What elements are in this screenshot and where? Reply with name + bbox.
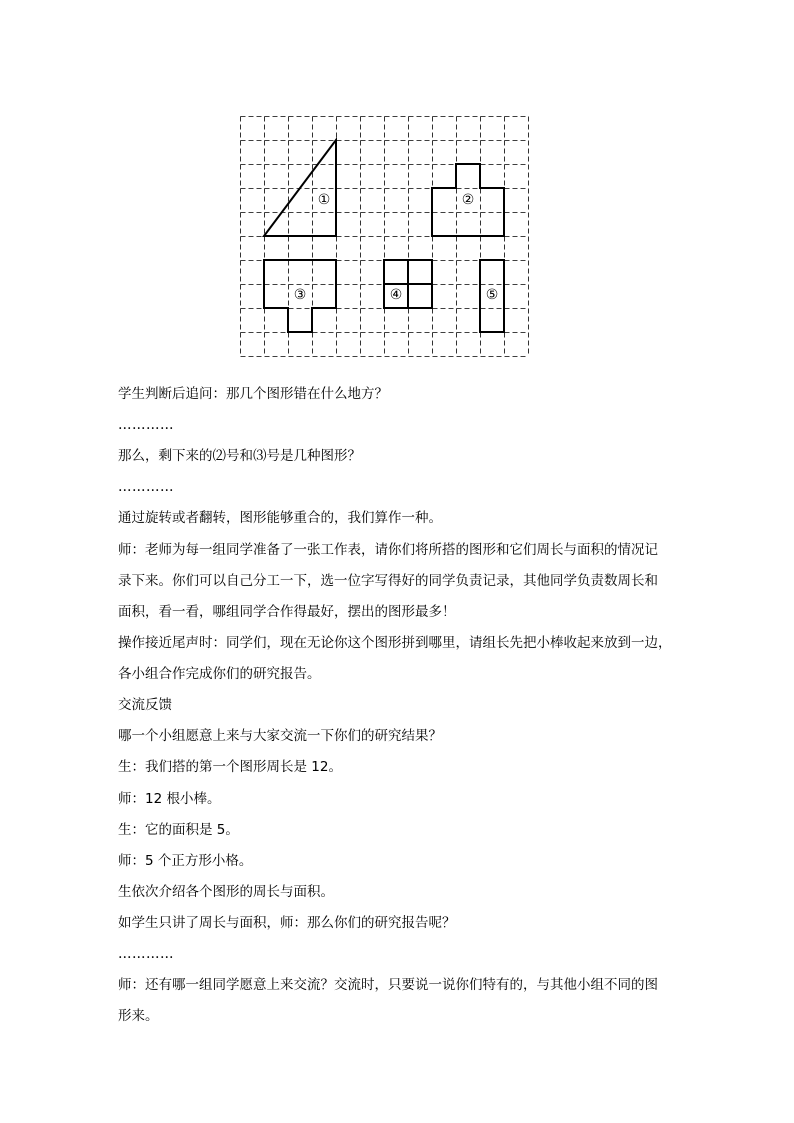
shape-3-label: ③ [293,287,307,303]
shape-1-triangle [264,140,336,236]
paragraph-2: 那么，剩下来的⑵号和⑶号是几种图形？ [118,448,361,464]
ellipsis-3: ………… [118,946,174,962]
paragraph-11: 生依次介绍各个图形的周长与面积。 [118,884,334,900]
paragraph-4-line-3: 面积，看一看，哪组同学合作得最好，摆出的图形最多！ [118,604,456,620]
paragraph-12: 如学生只讲了周长与面积，师：那么你们的研究报告呢？ [118,915,456,931]
paragraph-13-line-2: 形来。 [118,1008,159,1024]
paragraph-5-line-2: 各小组合作完成你们的研究报告。 [118,666,321,682]
section-heading: 交流反馈 [118,697,172,713]
grid-figure [240,116,530,361]
paragraph-3: 通过旋转或者翻转，图形能够重合的，我们算作一种。 [118,510,442,526]
shape-1-label: ① [317,192,331,208]
shape-4-label: ④ [389,287,403,303]
ellipsis-1: ………… [118,417,174,433]
paragraph-10: 师：5 个正方形小格。 [118,853,253,869]
paragraph-13-line-1: 师：还有哪一组同学愿意上来交流？交流时，只要说一说你们特有的，与其他小组不同的图 [118,977,658,993]
paragraph-8: 师：12 根小棒。 [118,791,221,807]
shape-5-label: ⑤ [485,287,499,303]
paragraph-5-line-1: 操作接近尾声时：同学们，现在无论你这个图形拼到哪里，请组长先把小棒收起来放到一边， [118,635,672,651]
paragraph-7: 生：我们搭的第一个图形周长是 12。 [118,759,342,775]
paragraph-4-line-2: 录下来。你们可以自己分工一下，选一位字写得好的同学负责记录，其他同学负责数周长和 [118,573,658,589]
paragraph-1: 学生判断后追问：那几个图形错在什么地方？ [118,386,388,402]
paragraph-6: 哪一个小组愿意上来与大家交流一下你们的研究结果？ [118,728,442,744]
shape-2-label: ② [461,192,475,208]
paragraph-9: 生：它的面积是 5。 [118,822,239,838]
ellipsis-2: ………… [118,479,174,495]
paragraph-4-line-1: 师：老师为每一组同学准备了一张工作表，请你们将所搭的图形和它们周长与面积的情况记 [118,542,658,558]
